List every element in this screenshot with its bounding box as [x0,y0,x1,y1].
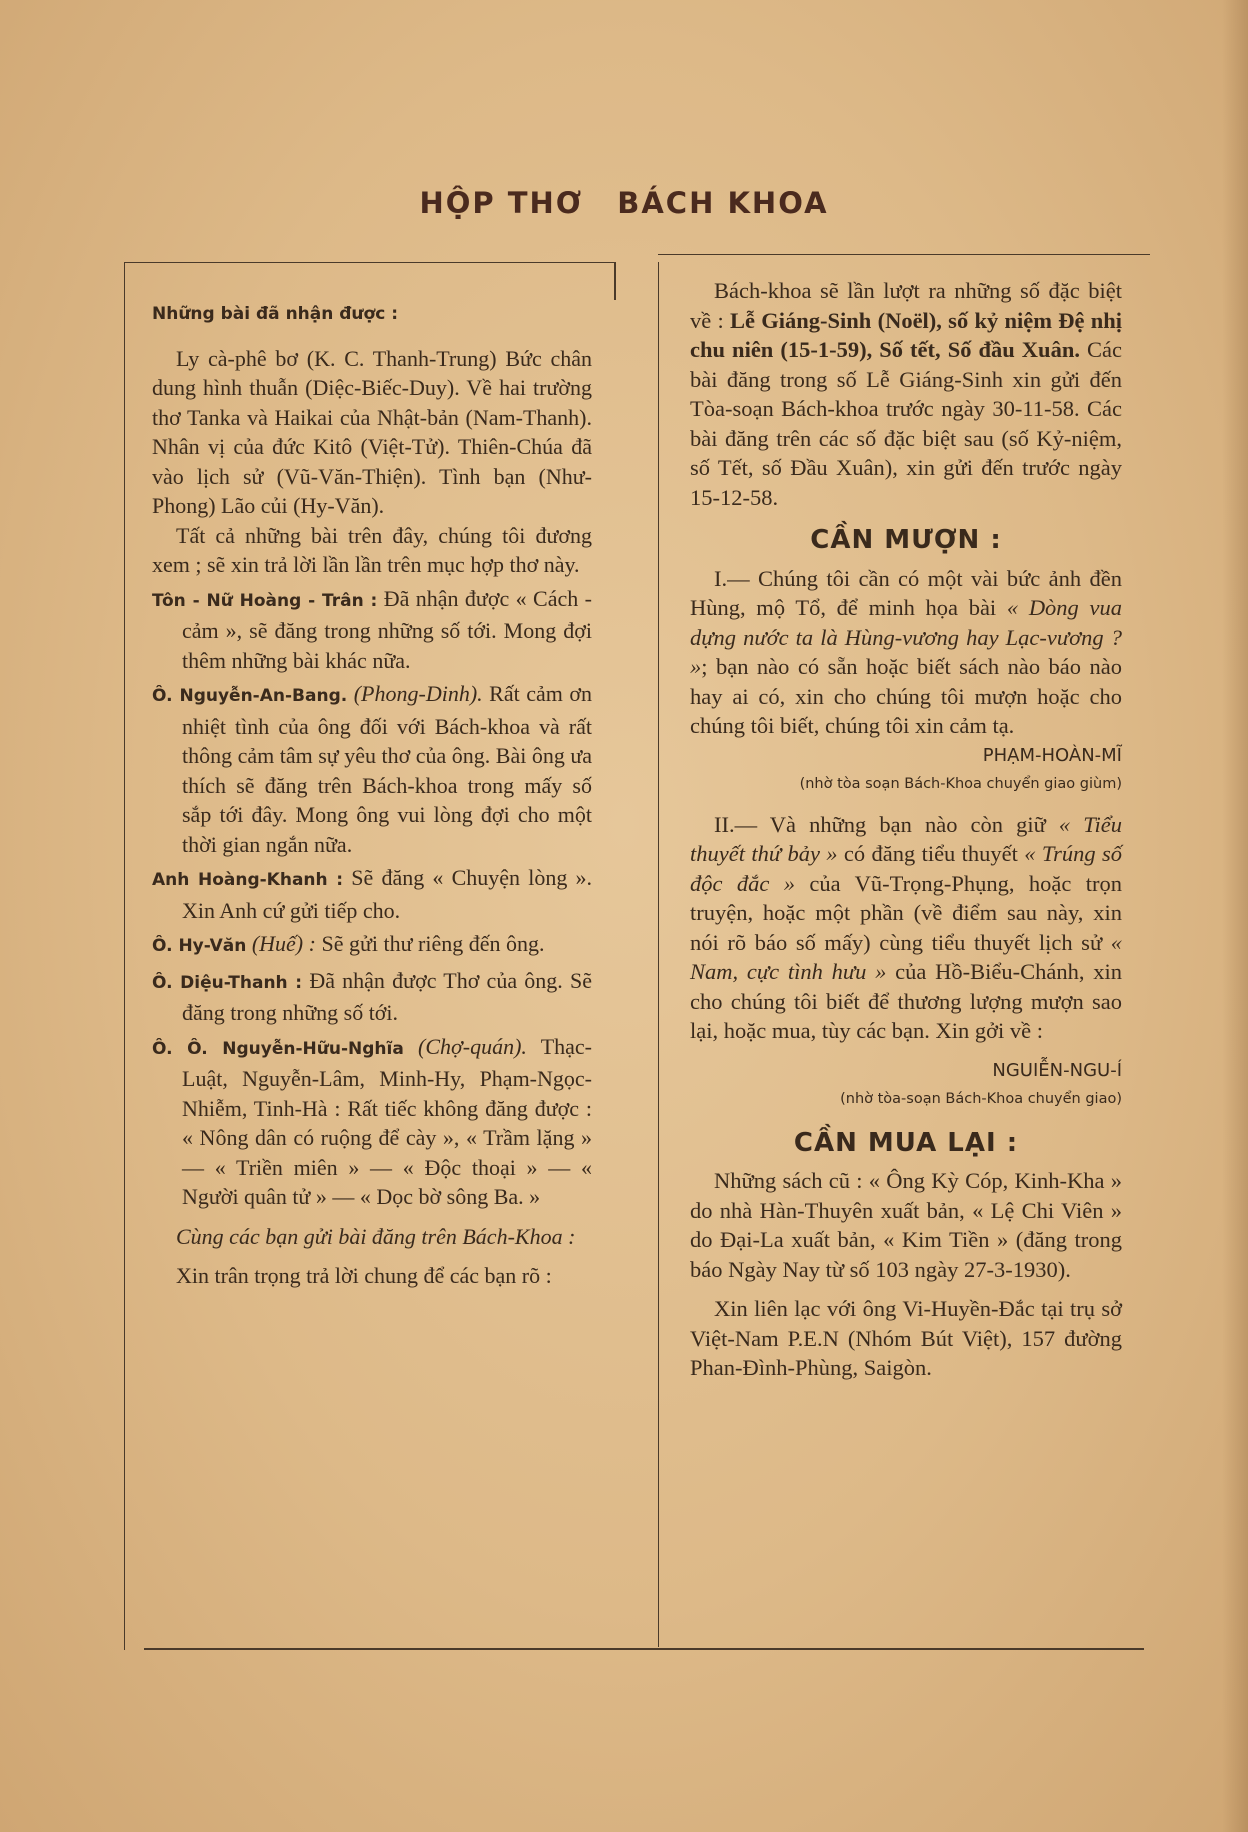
request-item-2 [690,810,1122,1046]
special-issues-intro [690,276,1122,512]
reply-entry [152,966,592,1028]
signature-1: PHẠM-HOÀN-MĨ [982,744,1122,766]
page-title [0,186,1248,220]
item2-text-b: có đăng tiểu thuyết [837,841,1025,866]
intro-text-2: Các bài đăng trong số Lễ Giáng-Sinh xin gửi đến Tòa-soạn Bách-khoa trước ngày 30-11-58. Các bài đăng trên các số đặc biệt sau (số Kỷ-niệm, số Tết, số Đầu Xuân), xin gửi đến trước ngày 15-12-58. [690,337,1122,510]
reply-text: Đã nhận được Thơ của ông. Sẽ đăng trong những số tới. [182,967,592,1025]
reply-text: Rất cảm ơn nhiệt tình của ông đối với Bách-khoa và rất thông cảm tâm sự yêu thơ của ông. Bài ông ưa thích sẽ đăng trên Bách-khoa trong mấy số sắp tới đây. Mong ông vui lòng đợi cho một thời gian ngắn nữa. [182,681,593,857]
received-list: Ly cà-phê bơ (K. C. Thanh-Trung) Bức chân dung hình thuẫn (Diệc-Biếc-Duy). Về hai trường thơ Tanka và Haikai của Nhật-bản (Nam-Thanh). Nhân vị của đức Kitô (Việt-Tử). Thiên-Chúa đã vào lịch sử (Vũ-Văn-Thiện). Tình bạn (Như-Phong) Lão củi (Hy-Văn). [152,345,592,518]
column-divider-rule [658,262,659,1647]
closing-text: Xin trân trọng trả lời chung để các bạn rõ : [176,1263,552,1288]
reply-name: Ô. Nguyễn-An-Bang. [152,686,348,706]
left-top-rule [124,262,616,263]
item2-title-1: « Tiểu thuyết thứ bảy » [690,811,1123,866]
reply-text: Thạc-Luật, Nguyễn-Lâm, Minh-Hy, Phạm-Ngọc-Nhiễm, Tinh-Hà : Rất tiếc không đăng được : « Nông dân có ruộng để cày », « Trầm lặng » — « Triền miên » — « Độc thoại » — « Người quân tử » — « Dọc bờ sông Ba. » [182,1033,593,1209]
reply-place: (Phong-Dinh). [353,681,483,706]
reply-place: (Huế) : [251,931,316,956]
right-top-rule [658,254,1150,255]
item2-text-c: của Vũ-Trọng-Phụng, hoặc trọn truyện, hoặc một phần (về điểm sau này, xin nói rõ báo số mấy) cùng tiểu thuyết lịch sử [690,870,1122,955]
item1-text-a: I.— Chúng tôi cần có một vài bức ảnh đền Hùng, mộ Tổ, để minh họa bài [690,565,1122,620]
signature-1-note: (nhờ tòa soạn Bách-Khoa chuyển giao giùm) [799,776,1122,792]
page-edge-shadow [1222,0,1248,1832]
buy-request-text: Những sách cũ : « Ông Kỳ Cóp, Kinh-Kha » do nhà Hàn-Thuyên xuất bản, « Lệ Chi Viên » do Đại-La xuất bản, « Kim Tiền » (đăng trong báo Ngày Nay từ số 103 ngày 27-3-1930). [690,1168,1122,1282]
reply-name: Tôn - Nữ Hoàng - Trân : [152,590,378,611]
intro-bold: Lễ Giáng-Sinh (Noël), số kỷ niệm Đệ nhị chu niên (15-1-59), Số tết, Số đầu Xuân. [690,307,1122,362]
reply-place: (Chợ-quán). [418,1033,527,1059]
left-corner-rule [614,262,616,300]
signature-2: NGUIỄN-NGU-Í [992,1059,1122,1081]
reply-name: Ô. Hy-Văn [152,936,247,956]
item2-title-2: « Trúng số độc đắc » [690,841,1122,896]
reply-entry [152,1032,592,1212]
can-mua-lai-heading: CẦN MUA LẠI : [793,1127,1019,1158]
received-note: Tất cả những bài trên đây, chúng tôi đương xem ; sẽ xin trả lời lần lần trên mục hợp thơ này. [152,522,592,577]
item2-text-d: của Hồ-Biểu-Chánh, xin cho chúng tôi biết để thương lượng mượn sao lại, hoặc mua, tùy các bạn. Xin gởi về : [690,959,1123,1043]
reply-entry [152,679,592,859]
intro-text-1: Bách-khoa sẽ lần lượt ra những số đặc biệt về : [690,278,1122,333]
reply-text: Đã nhận được « Cách - cảm », sẽ đăng trong những số tới. Mong đợi thêm những bài khác nữa. [182,585,592,673]
reply-name: Ô. Ô. Nguyễn-Hữu-Nghĩa [152,1038,404,1059]
item2-text-a: II.— Và những bạn nào còn giữ [714,811,1059,837]
bottom-rule [144,1648,1144,1650]
reply-text: Sẽ đăng « Chuyện lòng ». Xin Anh cứ gửi tiếp cho. [182,865,593,923]
reply-text: Sẽ gửi thư riêng đến ông. [321,931,545,956]
signature-2-note: (nhờ tòa-soạn Bách-Khoa chuyển giao) [840,1091,1122,1107]
title-part-2: BÁCH KHOA [617,186,829,220]
can-muon-heading: CẦN MƯỢN : [810,525,1002,555]
reply-entry [152,584,592,676]
reply-name: Ô. Diệu-Thanh : [152,972,303,993]
right-column [690,276,1122,1383]
closing-italic: Cùng các bạn gửi bài đăng trên Bách-Khoa : [176,1223,576,1249]
item1-text-b: ; bạn nào có sẵn hoặc biết sách nào báo nào hay ai có, xin cho chúng tôi mượn hoặc cho chúng tôi biết, chúng tôi xin cảm tạ. [690,654,1122,738]
item2-title-3: « Nam, cực tình hưu » [690,929,1122,984]
left-column [152,300,592,1291]
item1-title: « Dòng vua dựng nước ta là Hùng-vương hay Lạc-vương ? » [690,595,1122,679]
reply-entry [152,863,592,925]
contact-text: Xin liên lạc với ông Vi-Huyền-Đắc tại trụ sở Việt-Nam P.E.N (Nhóm Bút Việt), 157 đường Phan-Đình-Phùng, Saigòn. [690,1296,1122,1380]
title-part-1: HỘP THƠ [419,186,584,220]
reply-name: Anh Hoàng-Khanh : [152,870,344,890]
reply-entry [152,929,592,962]
received-heading: Những bài đã nhận được : [152,304,399,324]
request-item-1 [690,564,1122,741]
left-vertical-rule [124,262,125,1650]
